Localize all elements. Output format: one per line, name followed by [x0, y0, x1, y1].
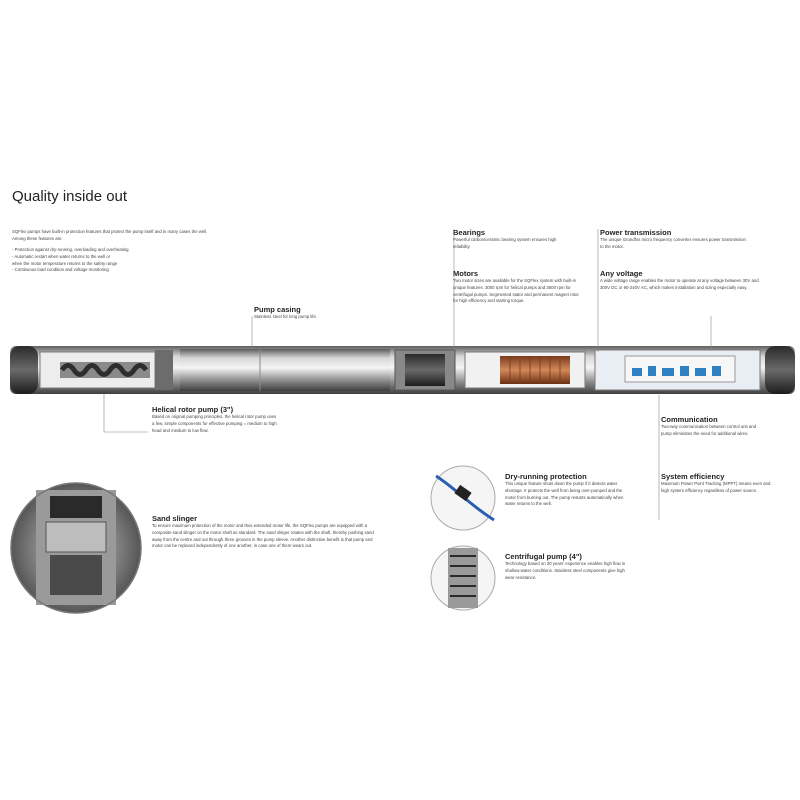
callout-any-voltage [600, 270, 760, 292]
callout-helical-rotor [152, 406, 277, 434]
pump-body [10, 346, 795, 394]
dry-running-detail [431, 466, 495, 530]
callout-body: Maximum Power Point Tracking (MPPT) means even and high system efficiency regardless of power source. [661, 481, 771, 493]
pump-top-cap [765, 346, 795, 394]
callout-title: Any voltage [600, 269, 643, 278]
callout-title: Motors [453, 269, 478, 278]
callout-title: Bearings [453, 228, 486, 237]
callout-bearings [453, 229, 573, 251]
sand-slinger-detail [11, 483, 141, 613]
callout-body: This unique feature shuts down the pump if it detects water shortage. It protects the well from being over-pumped and the motor from burning out. The pump restarts automatically when water returns to the well. [505, 481, 624, 507]
centrifugal-detail [431, 546, 495, 610]
callout-system-efficiency [661, 473, 776, 495]
callout-body: Two motor sizes are available for the SQFlex system with built-in unique features. 3000 rpm for helical pumps and 3600 rpm for centrifugal pumps. Segmented stator and permanent magnet rotor for high efficiency and starting torque. [453, 278, 579, 304]
callout-body: Stainless steel for long pump life. [254, 314, 318, 320]
intro-bullet: - Protection against dry-running, overloading and overheating [12, 247, 129, 253]
callout-body: Powerful carbon/ceramic bearing system ensures high reliability. [453, 237, 557, 249]
intro-text: SQFlex pumps have built-in protection features that protect the pump itself and in many cases the well. Among these features are: [12, 229, 208, 241]
callout-power-transmission [600, 229, 750, 251]
pump-inlet-cap [10, 346, 38, 394]
callout-title: Centrifugal pump (4") [505, 552, 582, 561]
callout-centrifugal [505, 553, 630, 581]
callout-title: Dry-running protection [505, 472, 587, 481]
coupling-ring [155, 350, 173, 390]
motor-stator [500, 356, 570, 384]
callout-title: Pump casing [254, 305, 301, 314]
intro-bullet: - Automatic restart when water returns to the well or [12, 253, 111, 259]
callout-title: Communication [661, 415, 718, 424]
casing-section [180, 349, 390, 391]
callout-pump-casing [254, 306, 384, 321]
callout-dry-running [505, 473, 630, 508]
callout-title: Helical rotor pump (3") [152, 405, 234, 414]
callout-title: System efficiency [661, 472, 725, 481]
callout-body: The unique Grundfos micro frequency converter ensures power transmission to the motor. [600, 237, 746, 249]
callout-body: Based on original pumping principles, the helical rotor pump uses a few, simple components for effective pumping = medium to high head and medium to low flow. [152, 414, 277, 433]
callout-title: Sand slinger [152, 514, 198, 523]
callout-body: Two-way communication between control unit and pump eliminates the need for additional wires. [661, 424, 757, 436]
page-title: Quality inside out [12, 188, 128, 205]
intro-bullet: - Continuous load condition and voltage monitoring [12, 267, 109, 273]
helical-rotor [60, 362, 150, 378]
intro-block [12, 229, 217, 274]
callout-sand-slinger [152, 515, 377, 550]
callout-body: To ensure maximum protection of the motor and thus extended motor life, the SQFlex pumps are equipped with a composite sand slinger on the motor shaft as standard. The sand slinger rotates with the shaft, thereby pushing sand away from the centre and out through three grooves in the pump sleeve. Another distinctive benefit is that pump and motor can be replaced independently of one another, in case one of them wears out. [152, 523, 374, 549]
intro-bullet: when the motor temperature returns to the safety range [12, 260, 118, 266]
callout-motors [453, 270, 583, 305]
intro-bullets [12, 247, 217, 274]
callout-body: A wide voltage range enables the motor to operate at any voltage between 30V and 300V DC or 90-240V AC, which makes installation and sizing especially easy. [600, 278, 759, 290]
callout-title: Power transmission [600, 228, 672, 237]
callout-body: Technology based on 30 years' experience enables high flow in shallow-water conditions. Stainless steel components give high wear resistance. [505, 561, 626, 580]
callout-communication [661, 416, 761, 438]
